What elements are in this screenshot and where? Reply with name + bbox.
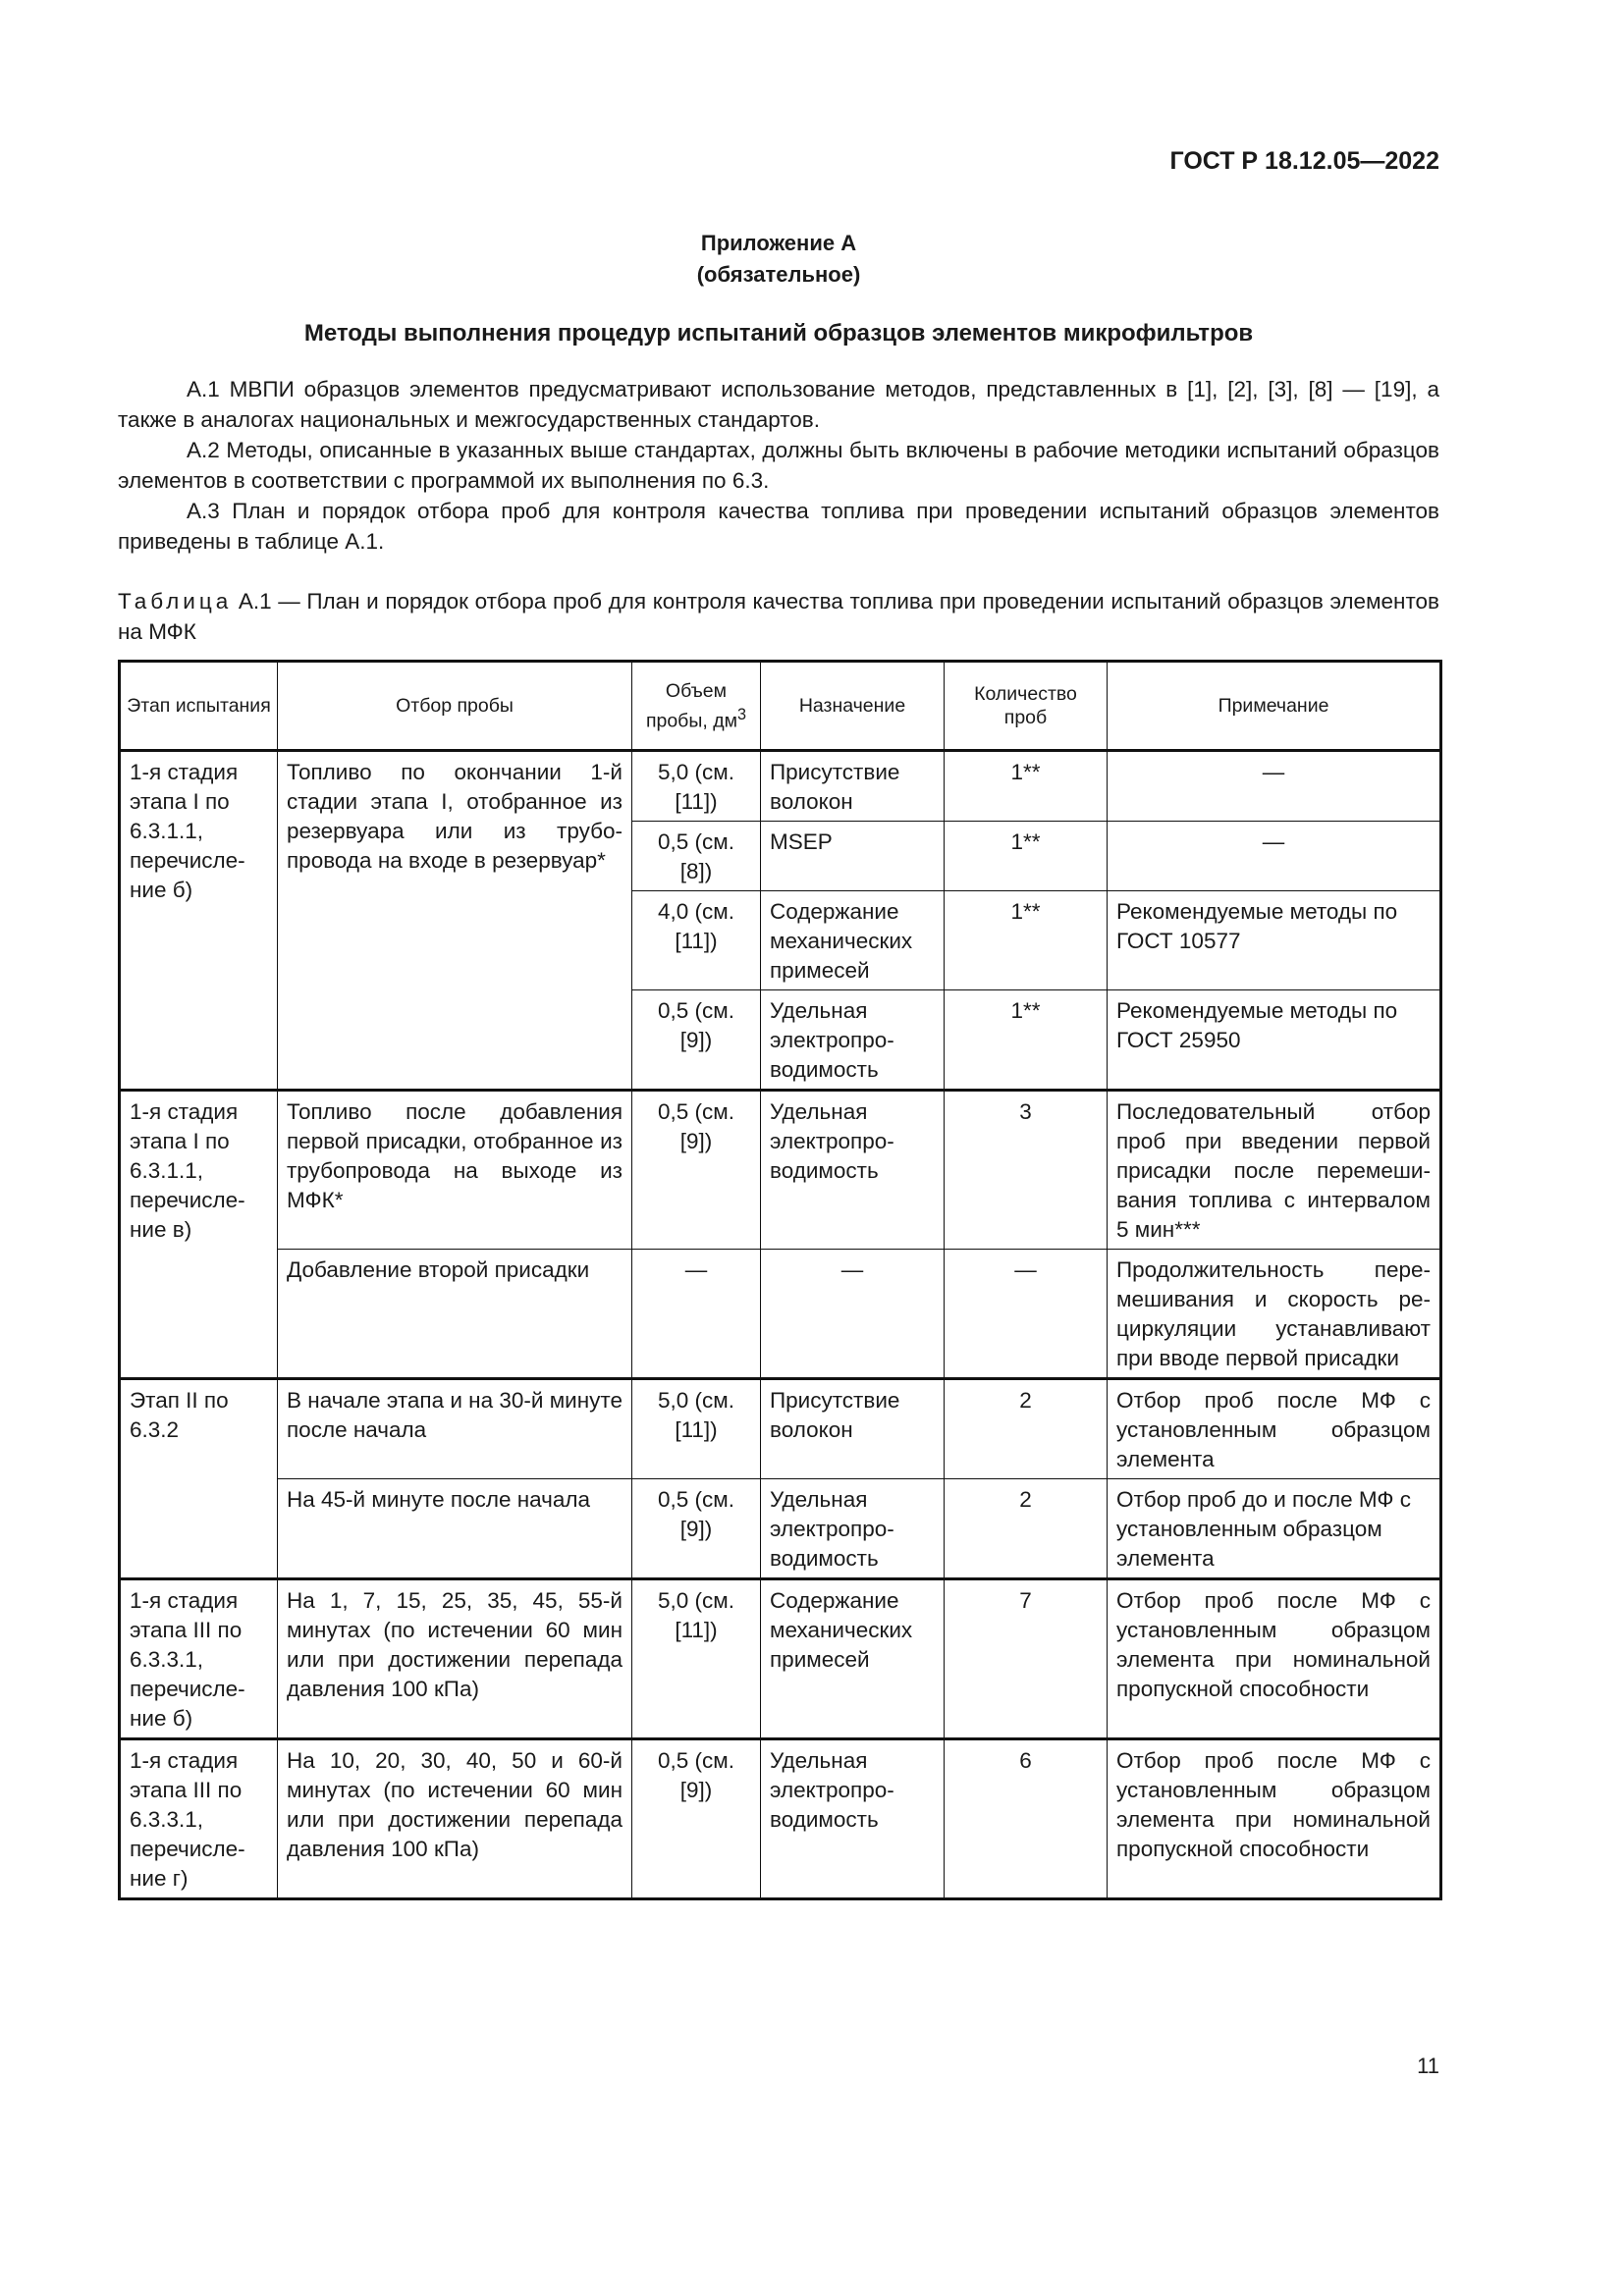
volume-cell: 0,5 (см. [9]) [632,990,761,1091]
volume-cell: 5,0 (см. [11]) [632,751,761,822]
purpose-cell: Содержание механических примесей [761,891,945,990]
header-purpose: Назначение [761,662,945,751]
note-cell: Рекомендуемые методы по ГОСТ 10577 [1108,891,1441,990]
table-row [120,1479,1441,1579]
note-cell: Продолжительность перемешивания и скорость рециркуляции устанавливают при вводе первой присадки [1108,1250,1441,1379]
note-cell: — [1108,751,1441,822]
header-count: Количество проб [945,662,1108,751]
note-cell: — [1108,822,1441,891]
volume-cell: 0,5 (см. [9]) [632,1091,761,1250]
table-row [120,751,1441,822]
stage-cell: 1-я стадия этапа I по 6.3.1.1, перечисление в) [120,1091,278,1379]
paragraph-a2: А.2 Методы, описанные в указанных выше стандартах, должны быть включены в рабочие методики испытаний образцов элементов в соответствии с программой их выполнения по 6.3. [118,438,1439,493]
purpose-cell: Содержание механических примесей [761,1579,945,1739]
count-cell: 3 [945,1091,1108,1250]
purpose-cell: Удельная электропроводимость [761,1091,945,1250]
count-cell: 6 [945,1739,1108,1899]
purpose-cell: MSEP [761,822,945,891]
note-cell: Последовательный отбор проб при введении первой присадки после перемешивания топлива с интервалом 5 мин*** [1108,1091,1441,1250]
sampling-cell: В начале этапа и на 30-й минуте после начала [278,1379,632,1479]
note-cell: Отбор проб после МФ с установленным образцом элемента [1108,1379,1441,1479]
note-cell: Отбор проб после МФ с установленным образцом элемента при номинальной пропускной способности [1108,1739,1441,1899]
count-cell: 1** [945,822,1108,891]
purpose-cell: Присутствие волокон [761,751,945,822]
standard-designation: ГОСТ Р 18.12.05—2022 [1169,147,1439,175]
annex-label: Приложение А [700,231,857,255]
count-cell: 1** [945,751,1108,822]
header-volume-text: Объем пробы, дм [645,679,737,732]
volume-cell: 5,0 (см. [11]) [632,1579,761,1739]
table-row [120,1250,1441,1379]
page-number: 11 [1417,2054,1439,2078]
note-cell: Отбор проб до и после МФ с установленным образцом элемента [1108,1479,1441,1579]
purpose-cell: Удельная электропроводимость [761,990,945,1091]
stage-cell: 1-я стадия этапа III по 6.3.3.1, перечисление б) [120,1579,278,1739]
annex-title [118,228,1439,291]
volume-cell: 0,5 (см. [8]) [632,822,761,891]
stage-cell: 1-я стадия этапа I по 6.3.1.1, перечисление б) [120,751,278,1091]
count-cell: 1** [945,990,1108,1091]
purpose-cell: Присутствие волокон [761,1379,945,1479]
table-row [120,1091,1441,1250]
purpose-cell: Удельная электропроводимость [761,1739,945,1899]
sampling-cell: Добавление второй присадки [278,1250,632,1379]
count-cell: 2 [945,1379,1108,1479]
sampling-cell: Топливо по окончании 1-й стадии этапа I, отобранное из резервуара или из трубопровода на входе в резервуар* [278,751,632,1091]
volume-cell: 4,0 (см. [11]) [632,891,761,990]
volume-cell: 0,5 (см. [9]) [632,1739,761,1899]
table-caption-text: А.1 — План и порядок отбора проб для контроля качества топлива при проведении испытаний образцов элементов на МФК [118,589,1439,644]
paragraph-a1: А.1 МВПИ образцов элементов предусматривают использование методов, представленных в [1], [2], [3], [8] — [19], а также в аналогах национальных и межгосударственных стандартов. [118,377,1439,432]
table-row [120,1739,1441,1899]
table-caption [118,586,1439,647]
purpose-cell: Удельная электропроводимость [761,1479,945,1579]
stage-cell: Этап II по 6.3.2 [120,1379,278,1579]
annex-heading: Методы выполнения процедур испытаний образцов элементов микрофильтров [303,320,1254,347]
header-volume-sup: 3 [737,705,747,723]
note-cell: Отбор проб после МФ с установленным образцом элемента при номинальной пропускной способности [1108,1579,1441,1739]
count-cell: — [945,1250,1108,1379]
note-cell: Рекомендуемые методы по ГОСТ 25950 [1108,990,1441,1091]
stage-cell: 1-я стадия этапа III по 6.3.3.1, перечисление г) [120,1739,278,1899]
header-sampling: Отбор пробы [278,662,632,751]
table-row [120,1379,1441,1479]
sampling-plan-table [118,660,1442,1900]
sampling-cell: На 1, 7, 15, 25, 35, 45, 55-й минутах (по истечении 60 мин или при достижении перепада давления 100 кПа) [278,1579,632,1739]
volume-cell: 5,0 (см. [11]) [632,1379,761,1479]
table-header-row [120,662,1441,751]
table-row [120,1579,1441,1739]
count-cell: 1** [945,891,1108,990]
annex-status: (обязательное) [696,262,861,287]
sampling-cell: На 45-й минуте после начала [278,1479,632,1579]
purpose-cell: — [761,1250,945,1379]
count-cell: 7 [945,1579,1108,1739]
volume-cell: 0,5 (см. [9]) [632,1479,761,1579]
header-stage: Этап испытания [120,662,278,751]
header-volume [632,662,761,751]
paragraph-a3: А.3 План и порядок отбора проб для контроля качества топлива при проведении испытаний образцов элементов приведены в таблице А.1. [118,499,1439,554]
sampling-cell: На 10, 20, 30, 40, 50 и 60-й минутах (по истечении 60 мин или при достижении перепада давления 100 кПа) [278,1739,632,1899]
count-cell: 2 [945,1479,1108,1579]
sampling-cell: Топливо после добавления первой присадки, отобранное из трубопровода на выходе из МФК* [278,1091,632,1250]
header-note: Примечание [1108,662,1441,751]
volume-cell: — [632,1250,761,1379]
table-caption-label: Таблица [118,589,233,614]
